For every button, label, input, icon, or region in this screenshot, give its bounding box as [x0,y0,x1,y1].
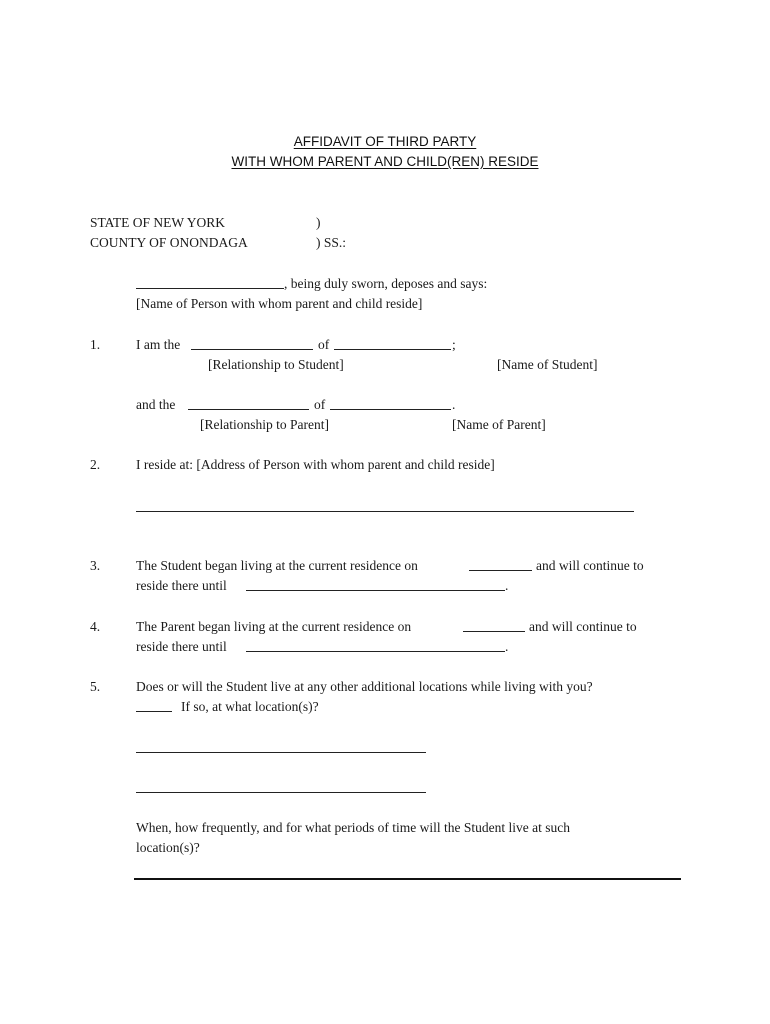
item-5-when-line1: When, how frequently, and for what periods of time will the Student live at such [136,820,571,835]
affiant-name-caption: [Name of Person with whom parent and child reside] [136,296,423,311]
item-5-when-line2: location(s)? [136,840,200,855]
item-1-number: 1. [90,337,101,352]
item-4-number: 4. [90,619,101,634]
relationship-to-parent-caption: [Relationship to Parent] [200,417,329,432]
relationship-to-parent-blank[interactable] [188,409,309,410]
item-1-period: . [452,397,456,412]
item-3-line2: reside there until [136,578,227,593]
item-4-line1b: and will continue to [529,619,637,634]
location-blank-1[interactable] [136,752,426,753]
parent-name-blank[interactable] [330,409,451,410]
title-line-1: AFFIDAVIT OF THIRD PARTY [293,134,477,149]
item-5-line1: Does or will the Student live at any other additional locations while living with you? [136,679,593,694]
venue-county: COUNTY OF ONONDAGA [90,235,248,250]
relationship-to-student-blank[interactable] [191,349,313,350]
parent-name-caption: [Name of Parent] [452,417,546,432]
location-blank-2[interactable] [136,792,426,793]
item-1-semicolon: ; [452,337,456,352]
item-5-number: 5. [90,679,101,694]
relationship-to-student-caption: [Relationship to Student] [208,357,344,372]
student-start-date-blank[interactable] [469,570,532,571]
venue-state: STATE OF NEW YORK [90,215,226,230]
student-name-blank[interactable] [334,349,451,350]
address-blank[interactable] [136,511,634,512]
parent-start-date-blank[interactable] [463,631,525,632]
deposes-text: , being duly sworn, deposes and says: [284,276,488,291]
item-3-number: 3. [90,558,101,573]
frequency-answer-blank[interactable] [134,878,681,880]
item-3-period: . [505,578,509,593]
item-2-number: 2. [90,457,101,472]
student-name-caption: [Name of Student] [497,357,598,372]
item-4-line1a: The Parent began living at the current residence on [136,619,412,634]
item-5-line2: If so, at what location(s)? [181,699,319,714]
item-4-period: . [505,639,509,654]
item-1-of-2: of [314,397,326,412]
item-4-line2: reside there until [136,639,227,654]
affiant-name-blank[interactable] [136,288,284,289]
venue-ss: ) SS.: [316,235,347,250]
parent-end-date-blank[interactable] [246,651,505,652]
other-locations-answer-blank[interactable] [136,711,172,712]
venue-paren: ) [316,215,321,230]
student-end-date-blank[interactable] [246,590,505,591]
item-1-iam: I am the [136,337,181,352]
item-1-of: of [318,337,330,352]
item-3-line1a: The Student began living at the current residence on [136,558,418,573]
item-1-andthe: and the [136,397,176,412]
item-2-text: I reside at: [Address of Person with whom parent and child reside] [136,457,495,472]
title-line-2: WITH WHOM PARENT AND CHILD(REN) RESIDE [231,154,539,169]
item-3-line1b: and will continue to [536,558,644,573]
